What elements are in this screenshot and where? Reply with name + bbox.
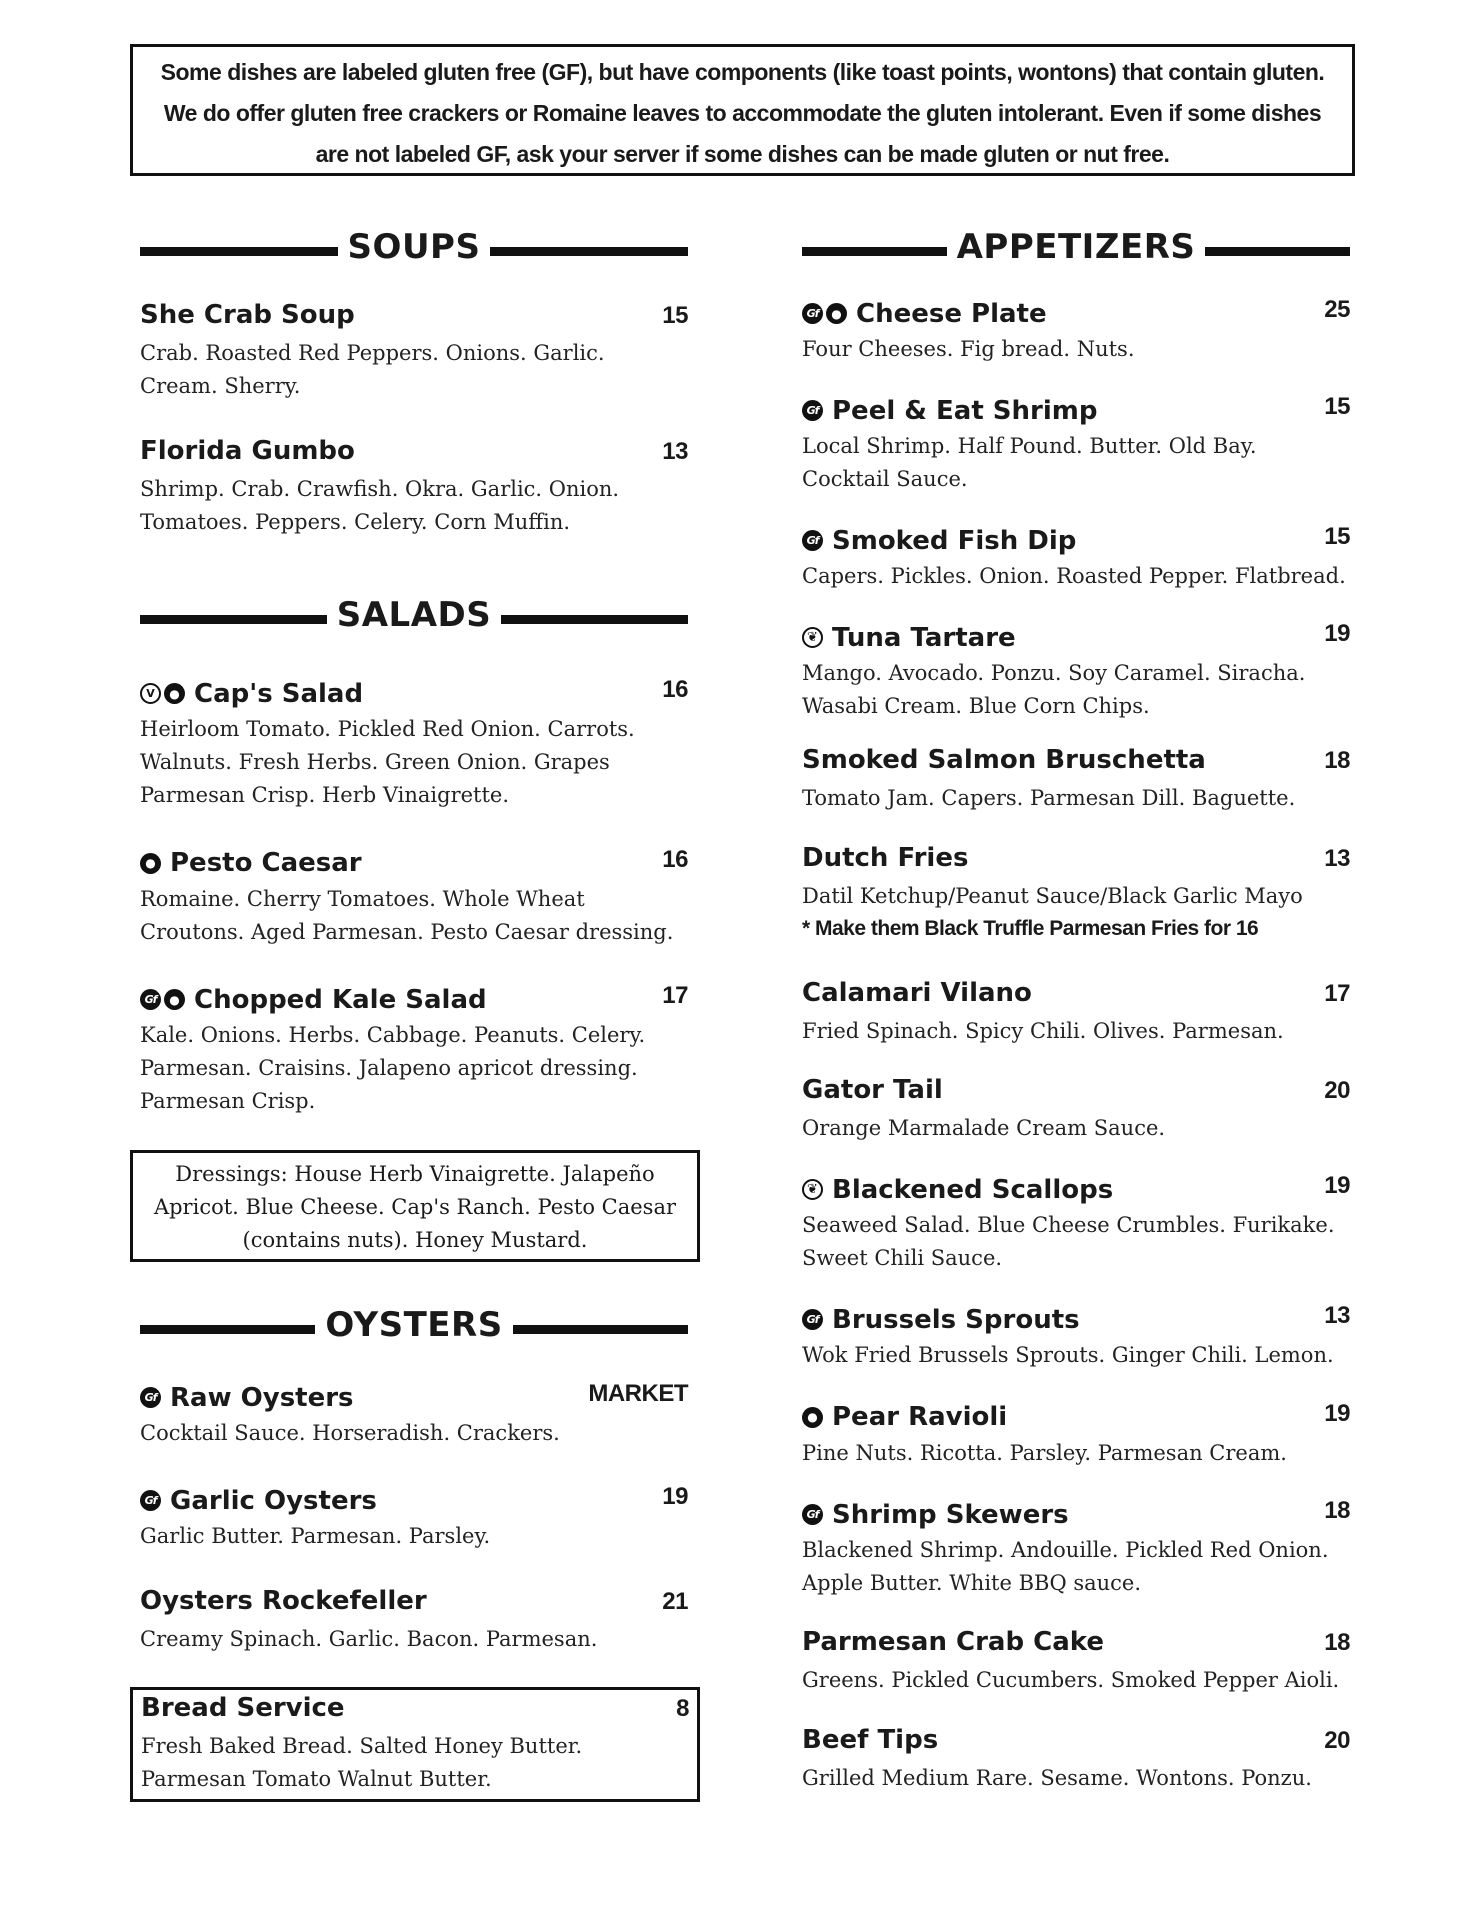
menu-item-shrimp-skewers (802, 1497, 1350, 1600)
diet-icons (802, 1309, 826, 1330)
heading-rule (513, 1325, 688, 1334)
item-price: 16 (662, 676, 688, 703)
gluten-notice: Some dishes are labeled gluten free (GF), but have components (like toast points, wontons) that contain gluten. We do offer gluten free crackers or Romaine leaves to accommodate the gluten intolerant. Even if some dishes are not labeled GF, ask your server if some dishes can be made gluten or nut free. (130, 44, 1355, 176)
menu-item-gator-tail (802, 1075, 1350, 1145)
item-price: 20 (1324, 1077, 1350, 1104)
item-description: Garlic Butter. Parmesan. Parsley. (140, 1524, 491, 1548)
menu-item-pear-ravioli (802, 1400, 1350, 1470)
item-name: Calamari Vilano (802, 978, 1032, 1008)
menu-item-calamari-vilano (802, 978, 1350, 1048)
item-name: Beef Tips (802, 1725, 939, 1755)
diet-icons (140, 989, 188, 1010)
appetizers-heading (802, 222, 1350, 272)
diet-icons (802, 627, 826, 648)
item-name-text: Pear Ravioli (832, 1402, 1008, 1432)
gluten-free-icon: Gf (802, 530, 823, 551)
gluten-free-icon: Gf (802, 1309, 823, 1330)
item-name-text: Shrimp Skewers (832, 1499, 1069, 1530)
item-price: 8 (676, 1695, 689, 1722)
salads-title: SALADS (336, 595, 492, 635)
item-description: Pine Nuts. Ricotta. Parsley. Parmesan Cream. (802, 1441, 1287, 1465)
item-price: 15 (1324, 523, 1350, 550)
gluten-free-icon: Gf (802, 1504, 823, 1525)
item-price: 15 (1324, 393, 1350, 420)
diet-icons (140, 683, 188, 704)
item-name (802, 396, 1097, 426)
heading-rule (140, 1325, 315, 1334)
menu-item-beef-tips (802, 1725, 1350, 1795)
item-description: Romaine. Cherry Tomatoes. Whole Wheat Croutons. Aged Parmesan. Pesto Caesar dressing. (140, 887, 674, 944)
item-description: Cocktail Sauce. Horseradish. Crackers. (140, 1421, 560, 1445)
item-name: She Crab Soup (140, 300, 355, 330)
nut-icon: ● (164, 683, 185, 704)
item-name (802, 299, 1047, 329)
menu-item-tuna-tartare (802, 620, 1350, 723)
item-name: Bread Service (141, 1693, 345, 1723)
heading-rule (490, 247, 688, 256)
item-description: Wok Fried Brussels Sprouts. Ginger Chili. Lemon. (802, 1343, 1334, 1367)
item-name: Smoked Salmon Bruschetta (802, 745, 1206, 775)
item-price: 18 (1324, 1629, 1350, 1656)
menu-item-garlic-oysters (140, 1483, 688, 1553)
item-name (140, 1486, 377, 1516)
salads-heading (140, 590, 688, 640)
menu-item-florida-gumbo (140, 436, 688, 539)
item-price: 19 (1324, 620, 1350, 647)
heading-rule (1205, 247, 1350, 256)
item-description: Kale. Onions. Herbs. Cabbage. Peanuts. Celery. Parmesan. Craisins. Jalapeno apricot dressing. Parmesan Crisp. (140, 1023, 646, 1113)
diet-icons (802, 530, 826, 551)
item-name-text: Pesto Caesar (170, 848, 362, 878)
item-description: Four Cheeses. Fig bread. Nuts. (802, 337, 1135, 361)
item-name (802, 623, 1016, 653)
heading-rule (140, 615, 327, 624)
gluten-free-icon: Gf (802, 400, 823, 421)
diet-icons (140, 853, 164, 874)
gluten-free-icon: Gf (140, 1387, 161, 1408)
menu-item-raw-oysters (140, 1380, 688, 1450)
item-name-text: Garlic Oysters (170, 1485, 377, 1516)
item-name-text: Chopped Kale Salad (194, 984, 487, 1015)
menu-item-parmesan-crab-cake (802, 1627, 1350, 1697)
item-name (802, 1175, 1113, 1205)
menu-item-she-crab-soup (140, 300, 688, 403)
item-description: Local Shrimp. Half Pound. Butter. Old Bay. Cocktail Sauce. (802, 434, 1257, 491)
spicy-icon: ❦ (802, 627, 823, 648)
gluten-free-icon: Gf (140, 989, 161, 1010)
item-name-text: Cheese Plate (856, 298, 1047, 329)
gluten-free-icon: Gf (140, 1490, 161, 1511)
item-name (802, 1402, 1007, 1432)
item-name: Gator Tail (802, 1075, 943, 1105)
item-description: Tomato Jam. Capers. Parmesan Dill. Baguette. (802, 786, 1296, 810)
item-name: Dutch Fries (802, 843, 969, 873)
spicy-icon: ❦ (802, 1179, 823, 1200)
appetizers-title: APPETIZERS (956, 227, 1196, 267)
item-description: Shrimp. Crab. Crawfish. Okra. Garlic. Onion. Tomatoes. Peppers. Celery. Corn Muffin. (140, 477, 620, 534)
heading-rule (802, 247, 947, 256)
item-price: 19 (662, 1483, 688, 1510)
diet-icons (802, 1504, 826, 1525)
item-price: 13 (1324, 845, 1350, 872)
nut-icon: ● (802, 1407, 823, 1428)
dressings-box (130, 1150, 700, 1262)
item-name (802, 1500, 1069, 1530)
bread-service-box (130, 1687, 700, 1802)
nut-icon: ● (826, 303, 847, 324)
item-price: 17 (1324, 980, 1350, 1007)
item-description: Datil Ketchup/Peanut Sauce/Black Garlic Mayo (802, 884, 1303, 908)
item-name-text: Cap's Salad (194, 678, 364, 709)
oysters-title: OYSTERS (325, 1305, 503, 1345)
item-description: Capers. Pickles. Onion. Roasted Pepper. Flatbread. (802, 564, 1346, 588)
item-description: Orange Marmalade Cream Sauce. (802, 1116, 1166, 1140)
item-price: 16 (662, 846, 688, 873)
menu-item-peel-eat-shrimp (802, 393, 1350, 496)
item-description: Grilled Medium Rare. Sesame. Wontons. Ponzu. (802, 1766, 1312, 1790)
item-price: 18 (1324, 1497, 1350, 1524)
item-description: Seaweed Salad. Blue Cheese Crumbles. Furikake. Sweet Chili Sauce. (802, 1213, 1335, 1270)
menu-item-smoked-salmon-bruschetta (802, 745, 1350, 815)
item-description: Fried Spinach. Spicy Chili. Olives. Parmesan. (802, 1019, 1284, 1043)
item-note: * Make them Black Truffle Parmesan Fries for 16 (802, 917, 1259, 940)
item-name-text: Tuna Tartare (832, 622, 1016, 653)
nut-icon: ● (140, 853, 161, 874)
item-price: 13 (1324, 1302, 1350, 1329)
item-price: 25 (1324, 296, 1350, 323)
item-price: 17 (662, 982, 688, 1009)
oysters-heading (140, 1300, 688, 1350)
menu-item-blackened-scallops (802, 1172, 1350, 1275)
item-name (140, 679, 363, 709)
diet-icons (802, 400, 826, 421)
soups-title: SOUPS (347, 227, 481, 267)
item-price: 18 (1324, 747, 1350, 774)
vegetarian-icon: V (140, 683, 161, 704)
diet-icons (802, 303, 850, 324)
item-price: 19 (1324, 1172, 1350, 1199)
item-price: 15 (662, 302, 688, 329)
item-description: Fresh Baked Bread. Salted Honey Butter. Parmesan Tomato Walnut Butter. (141, 1734, 583, 1791)
gluten-free-icon: Gf (802, 303, 823, 324)
item-price: 19 (1324, 1400, 1350, 1427)
item-name (140, 848, 362, 878)
item-name (140, 985, 487, 1015)
soups-heading (140, 222, 688, 272)
diet-icons (140, 1387, 164, 1408)
item-name-text: Brussels Sprouts (832, 1304, 1080, 1335)
item-name-text: Raw Oysters (170, 1382, 354, 1413)
item-price: 13 (662, 438, 688, 465)
menu-item-oysters-rockefeller (140, 1586, 688, 1656)
item-name (140, 1383, 354, 1413)
item-price: 21 (662, 1588, 688, 1615)
item-description: Blackened Shrimp. Andouille. Pickled Red Onion. Apple Butter. White BBQ sauce. (802, 1538, 1329, 1595)
menu-item-dutch-fries (802, 843, 1350, 945)
menu-item-brussels-sprouts (802, 1302, 1350, 1372)
menu-item-cheese-plate (802, 296, 1350, 366)
diet-icons (802, 1407, 826, 1428)
item-description: Mango. Avocado. Ponzu. Soy Caramel. Siracha. Wasabi Cream. Blue Corn Chips. (802, 661, 1306, 718)
item-price: MARKET (588, 1380, 688, 1407)
menu-item-smoked-fish-dip (802, 523, 1350, 593)
diet-icons (802, 1179, 826, 1200)
menu-item-caps-salad (140, 676, 688, 812)
item-name-text: Blackened Scallops (832, 1174, 1114, 1205)
item-description: Greens. Pickled Cucumbers. Smoked Pepper Aioli. (802, 1668, 1340, 1692)
item-description: Heirloom Tomato. Pickled Red Onion. Carrots. Walnuts. Fresh Herbs. Green Onion. Grapes Parmesan Crisp. Herb Vinaigrette. (140, 717, 635, 807)
item-name-text: Smoked Fish Dip (832, 525, 1077, 556)
item-name (802, 1305, 1080, 1335)
heading-rule (140, 247, 338, 256)
item-description: Crab. Roasted Red Peppers. Onions. Garlic. Cream. Sherry. (140, 341, 605, 398)
dressings-text: Dressings: House Herb Vinaigrette. Jalapeño Apricot. Blue Cheese. Cap's Ranch. Pesto Caesar (contains nuts). Honey Mustard. (153, 1162, 677, 1252)
item-price: 20 (1324, 1727, 1350, 1754)
item-description: Creamy Spinach. Garlic. Bacon. Parmesan. (140, 1627, 598, 1651)
item-name-text: Peel & Eat Shrimp (832, 395, 1098, 426)
menu-item-chopped-kale-salad (140, 982, 688, 1118)
heading-rule (501, 615, 688, 624)
item-name: Oysters Rockefeller (140, 1586, 427, 1616)
item-name: Florida Gumbo (140, 436, 355, 466)
diet-icons (140, 1490, 164, 1511)
item-name (802, 526, 1076, 556)
menu-item-pesto-caesar (140, 846, 688, 949)
nut-icon: ● (164, 989, 185, 1010)
item-name: Parmesan Crab Cake (802, 1627, 1104, 1657)
